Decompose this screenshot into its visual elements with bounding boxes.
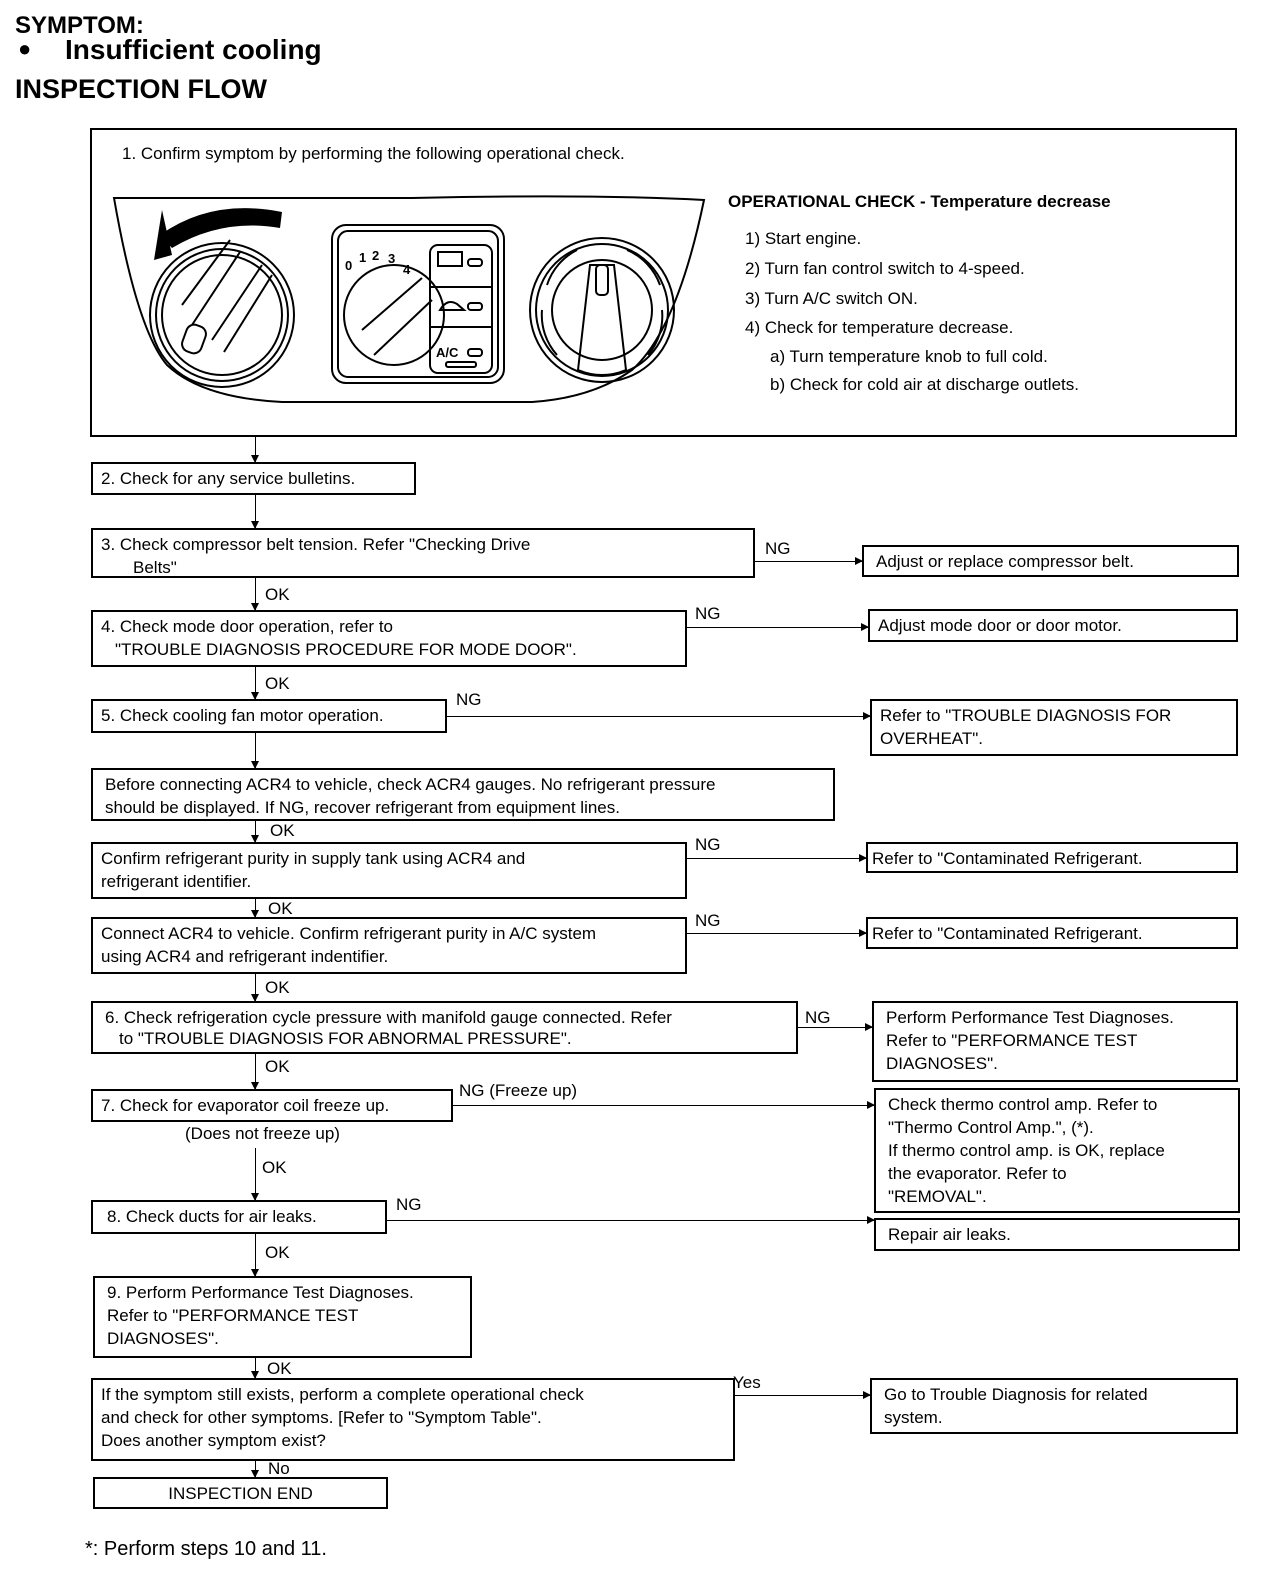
ng-label: NG <box>695 911 721 930</box>
ac-button-label: A/C <box>436 345 459 360</box>
fan-speed-label: 4 <box>403 262 411 277</box>
result-box <box>872 1001 1238 1082</box>
result-text: "Thermo Control Amp.", (*). <box>888 1118 1094 1137</box>
symptom-title: Insufficient cooling <box>65 34 322 65</box>
ng-arrow <box>687 858 866 859</box>
result-box <box>866 842 1238 873</box>
op-check-title: OPERATIONAL CHECK - Temperature decrease <box>728 192 1111 211</box>
op-subitem: b) Check for cold air at discharge outlets. <box>770 375 1079 394</box>
ok-label: OK <box>268 899 293 918</box>
no-label: No <box>268 1459 290 1478</box>
step-text: 6. Check refrigeration cycle pressure with manifold gauge connected. Refer <box>105 1008 672 1027</box>
result-text: the evaporator. Refer to <box>888 1164 1067 1183</box>
purity-system-box <box>91 917 687 974</box>
step5-box <box>91 699 447 733</box>
final-check-box <box>91 1378 735 1461</box>
step-text: should be displayed. If NG, recover refrigerant from equipment lines. <box>105 798 620 817</box>
not-freeze-label: (Does not freeze up) <box>185 1124 340 1143</box>
symptom-label: SYMPTOM: <box>15 12 144 39</box>
result-text: Check thermo control amp. Refer to <box>888 1095 1158 1114</box>
flow-line <box>255 1053 256 1089</box>
ng-arrow <box>687 933 866 934</box>
step-text: Refer to "PERFORMANCE TEST <box>107 1306 359 1325</box>
fan-speed-label: 0 <box>345 258 353 273</box>
step1-text: 1. Confirm symptom by performing the following operational check. <box>122 144 625 163</box>
ok-label: OK <box>270 821 295 840</box>
step-text: refrigerant identifier. <box>101 872 252 891</box>
yes-arrow <box>735 1395 870 1396</box>
op-item: 2) Turn fan control switch to 4-speed. <box>745 259 1025 278</box>
result-box <box>874 1218 1240 1251</box>
ok-label: OK <box>262 1158 287 1177</box>
step-text: "TROUBLE DIAGNOSIS PROCEDURE FOR MODE DOOR". <box>115 640 577 659</box>
result-text: Repair air leaks. <box>888 1225 1011 1244</box>
inspection-end-box <box>93 1477 388 1509</box>
ng-label: NG <box>456 690 482 709</box>
result-text: If thermo control amp. is OK, replace <box>888 1141 1165 1160</box>
flow-line <box>255 820 256 842</box>
fan-speed-label: 1 <box>359 250 367 265</box>
flow-line <box>255 1233 256 1276</box>
ng-arrow <box>387 1220 874 1221</box>
fan-speed-label: 2 <box>372 248 380 263</box>
ng-label: NG <box>396 1195 422 1214</box>
op-item: 4) Check for temperature decrease. <box>745 318 1014 337</box>
ng-label: NG <box>805 1008 831 1027</box>
flow-line <box>255 973 256 1001</box>
result-text: OVERHEAT". <box>880 729 984 748</box>
result-box <box>870 699 1238 756</box>
step-text: Confirm refrigerant purity in supply tank using ACR4 and <box>101 849 526 868</box>
flow-line <box>255 1148 256 1200</box>
purity-tank-box <box>91 842 687 899</box>
result-box <box>874 1088 1240 1213</box>
step-text: 7. Check for evaporator coil freeze up. <box>101 1096 390 1115</box>
step7-box <box>91 1089 453 1122</box>
op-item: 3) Turn A/C switch ON. <box>745 289 918 308</box>
result-text: Refer to "Contaminated Refrigerant. <box>872 924 1143 943</box>
flow-line <box>255 898 256 917</box>
yes-label: Yes <box>733 1373 761 1392</box>
ng-arrow <box>453 1105 874 1106</box>
result-text: Perform Performance Test Diagnoses. <box>886 1008 1174 1027</box>
result-box <box>866 917 1238 949</box>
step-text: If the symptom still exists, perform a complete operational check <box>101 1385 584 1404</box>
ng-arrow <box>447 716 870 717</box>
ok-label: OK <box>267 1359 292 1378</box>
result-text: DIAGNOSES". <box>886 1054 998 1073</box>
ng-label: NG <box>695 835 721 854</box>
step-text: 5. Check cooling fan motor operation. <box>101 706 384 725</box>
ng-arrow <box>755 561 862 562</box>
result-text: Refer to "Contaminated Refrigerant. <box>872 849 1143 868</box>
result-text: Refer to "TROUBLE DIAGNOSIS FOR <box>880 706 1172 725</box>
flow-line <box>255 1460 256 1477</box>
flow-line <box>255 732 256 768</box>
result-text: Go to Trouble Diagnosis for related <box>884 1385 1148 1404</box>
flow-line <box>255 666 256 699</box>
flow-line <box>255 437 256 462</box>
step-text: and check for other symptoms. [Refer to "Symptom Table". <box>101 1408 542 1427</box>
result-text: "REMOVAL". <box>888 1187 987 1206</box>
ac-control-panel-illustration <box>112 190 712 415</box>
step-text: Before connecting ACR4 to vehicle, check ACR4 gauges. No refrigerant pressure <box>105 775 716 794</box>
result-box <box>868 609 1238 642</box>
step3-box <box>91 528 755 578</box>
fan-speed-label: 3 <box>388 251 396 266</box>
step-text: Connect ACR4 to vehicle. Confirm refrigerant purity in A/C system <box>101 924 597 943</box>
ng-arrow <box>798 1027 872 1028</box>
footnote: *: Perform steps 10 and 11. <box>85 1538 327 1560</box>
ok-label: OK <box>265 1243 290 1262</box>
step-text: 2. Check for any service bulletins. <box>101 469 356 488</box>
acr-gauge-check-box <box>91 768 835 821</box>
ng-label: NG <box>765 539 791 558</box>
flow-line <box>255 577 256 610</box>
ng-arrow <box>687 627 868 628</box>
result-text: system. <box>884 1408 943 1427</box>
step-text: using ACR4 and refrigerant indentifier. <box>101 947 389 966</box>
step-text: to "TROUBLE DIAGNOSIS FOR ABNORMAL PRESSURE". <box>119 1029 572 1048</box>
op-subitem: a) Turn temperature knob to full cold. <box>770 347 1048 366</box>
end-text: INSPECTION END <box>168 1484 313 1503</box>
ok-label: OK <box>265 585 290 604</box>
step6-box <box>91 1001 798 1054</box>
step-text: DIAGNOSES". <box>107 1329 219 1348</box>
result-box <box>870 1378 1238 1434</box>
step2-box <box>91 462 416 495</box>
flow-title: INSPECTION FLOW <box>15 74 267 104</box>
ng-label: NG <box>695 604 721 623</box>
bullet-icon: ● <box>18 36 32 61</box>
ok-label: OK <box>265 978 290 997</box>
step9-box <box>93 1276 472 1358</box>
step-text: 3. Check compressor belt tension. Refer "Checking Drive <box>101 535 531 554</box>
step-text: 4. Check mode door operation, refer to <box>101 617 393 636</box>
step1-box <box>90 128 1237 437</box>
step-text: Does another symptom exist? <box>101 1431 326 1450</box>
flow-line <box>255 494 256 528</box>
step-text: 8. Check ducts for air leaks. <box>107 1207 317 1226</box>
op-item: 1) Start engine. <box>745 229 862 248</box>
result-text: Adjust mode door or door motor. <box>878 616 1122 635</box>
step-text: Belts" <box>133 558 177 577</box>
result-text: Refer to "PERFORMANCE TEST <box>886 1031 1138 1050</box>
ng-freeze-label: NG (Freeze up) <box>459 1081 578 1100</box>
ok-label: OK <box>265 674 290 693</box>
result-text: Adjust or replace compressor belt. <box>876 552 1134 571</box>
step8-box <box>91 1200 387 1234</box>
ok-label: OK <box>265 1057 290 1076</box>
result-box <box>862 545 1239 577</box>
flow-line <box>255 1357 256 1378</box>
step4-box <box>91 610 687 667</box>
step-text: 9. Perform Performance Test Diagnoses. <box>107 1283 414 1302</box>
